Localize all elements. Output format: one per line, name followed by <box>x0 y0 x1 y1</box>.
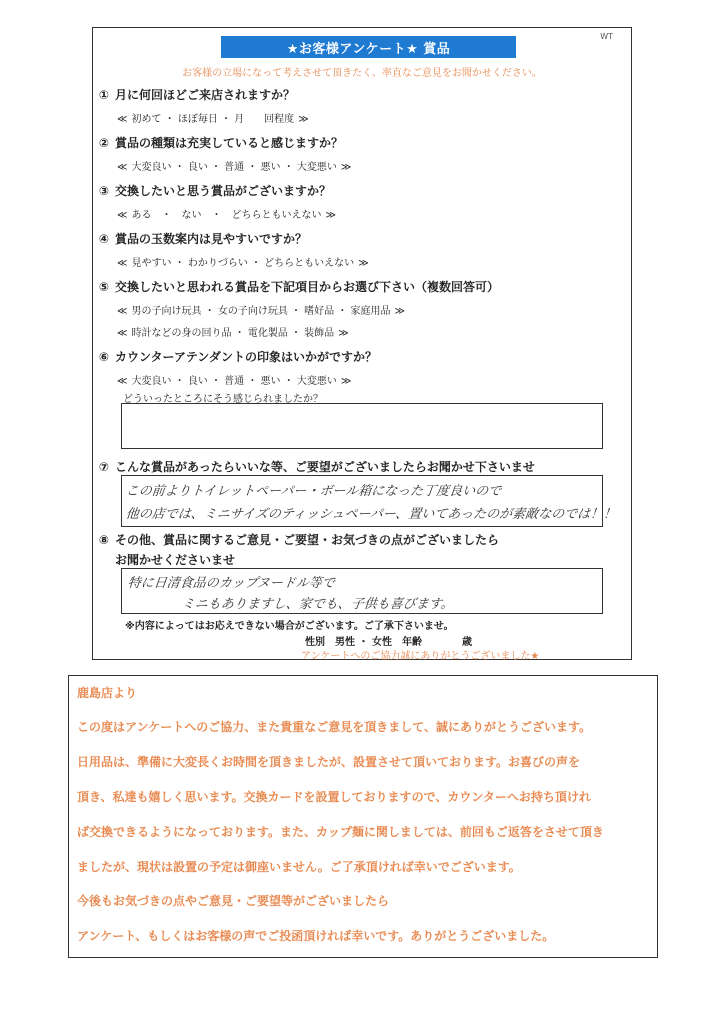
question-2: ② 賞品の種類は充実していると感じますか？ <box>98 136 344 150</box>
reply-line: 頂き、私達も嬉しく思います。交換カードを設置しておりますので、カウンターへお持ち頂けれ <box>77 790 591 804</box>
question-8-answer-line-2: ミニもありますし、家でも、子供も喜びます。 <box>181 597 455 612</box>
thanks-message: アンケートへのご協力誠にありがとうございました★ <box>301 651 540 662</box>
question-8: ⑧ その他、賞品に関するご意見・ご要望・お気づきの点がございましたら <box>98 533 500 547</box>
question-3: ③ 交換したいと思う賞品がございますか？ <box>98 184 332 198</box>
question-6: ⑥ カウンターアテンダントの印象はいかがですか？ <box>98 350 377 364</box>
question-7-answer-box[interactable] <box>121 475 617 527</box>
question-6-options: ≪ 大変良い ・ 良い ・ 普通 ・ 悪い ・ 大変悪い ≫ <box>117 376 352 387</box>
question-5: ⑤ 交換したいと思われる賞品を下記項目からお選び下さい（複数回答可） <box>98 280 500 294</box>
reply-line: 日用品は、準備に大変長くお時間を頂きましたが、設置させて頂いております。お喜びの声を <box>77 755 581 769</box>
question-5-options-2: ≪ 時計などの身の回り品 ・ 電化製品 ・ 装飾品 ≫ <box>117 328 349 339</box>
question-7-answer-line-1: この前よりトイレットペーパー・ボール箱になった丁度良いので <box>125 484 502 499</box>
gender-age-field: 性別 男性 ・ 女性 年齢 歳 <box>305 637 472 648</box>
question-7: ⑦ こんな賞品があったらいいな等、ご要望がございましたらお聞かせ下さいませ <box>98 460 535 474</box>
question-1: ① 月に何回ほどご来店されますか？ <box>98 88 296 102</box>
question-1-options: ≪ 初めて ・ ほぼ毎日 ・ 月 回程度 ≫ <box>117 114 309 125</box>
reply-line: この度はアンケートへのご協力、また貴重なご意見を頂きまして、誠にありがとうございます。 <box>77 720 592 734</box>
question-8-answer-line-1: 特に日清食品のカップヌードル等で <box>127 576 336 591</box>
disclaimer-note: ※内容によってはお応えできない場合がございます。ご了承下さいませ。 <box>125 621 454 632</box>
reply-line: 今後もお気づきの点やご意見・ご要望等がございましたら <box>77 894 390 908</box>
reply-store-name: 鹿島店より <box>77 686 138 700</box>
store-reply <box>68 675 658 958</box>
reply-line: ば交換できるようになっております。また、カップ麺に関しましては、前回もご返答をさせて頂き <box>77 825 604 839</box>
question-6-answer-box[interactable] <box>121 403 603 449</box>
survey-title: ★お客様アンケート★ 賞品 <box>221 36 516 58</box>
reply-line: ましたが、現状は設置の予定は御座いません。ご了承頂ければ幸いでございます。 <box>77 860 521 874</box>
question-5-options-1: ≪ 男の子向け玩具 ・ 女の子向け玩具 ・ 嗜好品 ・ 家庭用品 ≫ <box>117 306 406 317</box>
question-8-line-2: お聞かせくださいませ <box>115 553 236 567</box>
question-4-options: ≪ 見やすい ・ わかりづらい ・ どちらともいえない ≫ <box>117 258 369 269</box>
reply-line: アンケート、もしくはお客様の声でご投函頂ければ幸いです。ありがとうございました。 <box>77 929 555 943</box>
survey-subtitle: お客様の立場になって考えさせて頂きたく、率直なご意見をお聞かせください。 <box>182 68 542 79</box>
question-7-answer-line-2: 他の店では、ミニサイズのティッシュペーパー、置いてあったのが素敵なのでは！！ <box>125 507 617 522</box>
question-2-options: ≪ 大変良い ・ 良い ・ 普通 ・ 悪い ・ 大変悪い ≫ <box>117 162 352 173</box>
question-6-followup: どういったところにそう感じられましたか？ <box>123 394 323 405</box>
question-3-options: ≪ ある ・ ない ・ どちらともいえない ≫ <box>117 210 336 221</box>
survey-form <box>92 27 632 660</box>
question-4: ④ 賞品の玉数案内は見やすいですか？ <box>98 232 308 246</box>
question-8-answer-box[interactable] <box>121 568 603 614</box>
corner-mark: WT <box>600 32 613 41</box>
